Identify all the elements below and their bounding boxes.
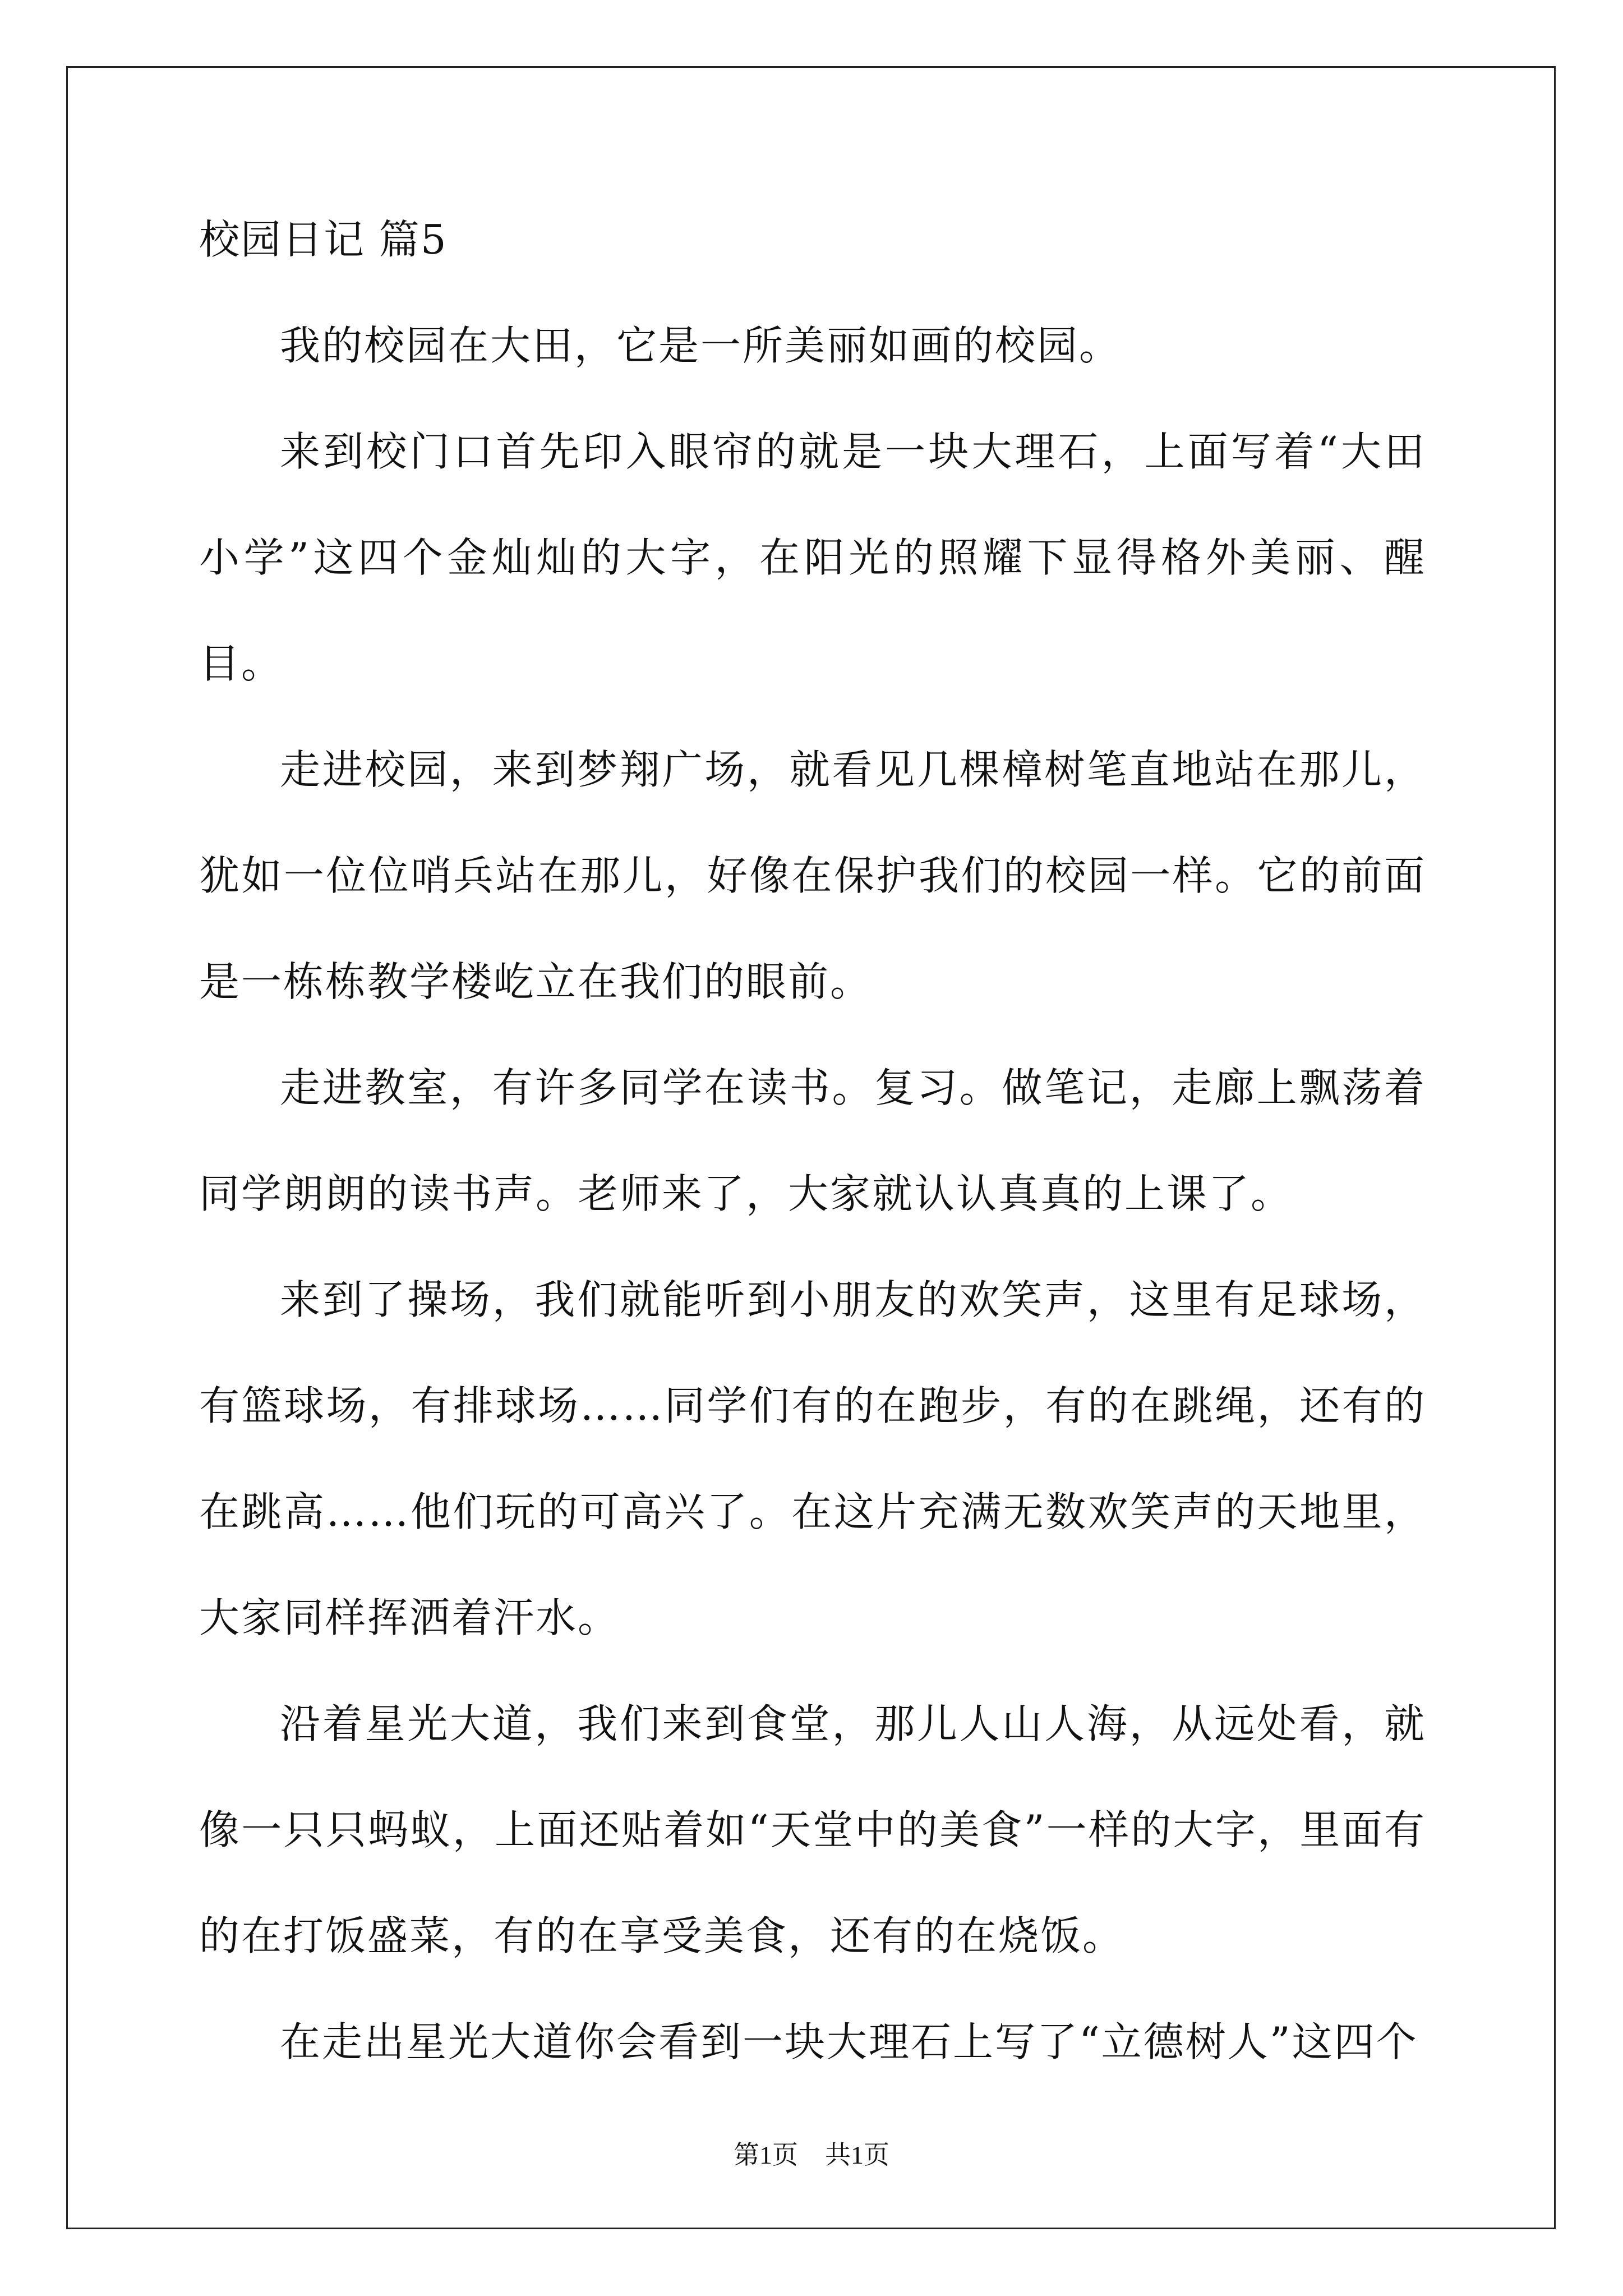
paragraph-6: 沿着星光大道，我们来到食堂，那儿人山人海，从远处看，就像一只只蚂蚁，上面还贴着如“天堂中的美食”一样的大字，里面有的在打饭盛菜，有的在享受美食，还有的在烧饭。 — [199, 1700, 1426, 1959]
page-footer — [0, 2138, 1623, 2172]
paragraph-5: 来到了操场，我们就能听到小朋友的欢笑声，这里有足球场，有篮球场，有排球场……同学们有的在跑步，有的在跳绳，还有的在跳高……他们玩的可高兴了。在这片充满无数欢笑声的天地里，大家同样挥洒着汗水。 — [199, 1276, 1426, 1641]
page-number: 第1页 — [734, 2141, 798, 2169]
paragraph-list — [199, 293, 1426, 2095]
paragraph-2: 来到校门口首先印入眼帘的就是一块大理石，上面写着“大田小学”这四个金灿灿的大字，在阳光的照耀下显得格外美丽、醒目。 — [199, 428, 1426, 687]
page-total: 共1页 — [825, 2141, 889, 2169]
paragraph-4: 走进教室，有许多同学在读书。复习。做笔记，走廊上飘荡着同学朗朗的读书声。老师来了，大家就认认真真的上课了。 — [199, 1064, 1426, 1217]
paragraph-1: 我的校园在大田，它是一所美丽如画的校园。 — [280, 322, 1122, 369]
paragraph-7: 在走出星光大道你会看到一块大理石上写了“立德树人”这四个 — [280, 2018, 1418, 2065]
document-title: 校园日记 篇5 — [199, 216, 448, 263]
document-body — [199, 213, 1426, 2065]
paragraph-3: 走进校园，来到梦翔广场，就看见几棵樟树笔直地站在那儿，犹如一位位哨兵站在那儿，好像在保护我们的校园一样。它的前面是一栋栋教学楼屹立在我们的眼前。 — [199, 746, 1426, 1005]
